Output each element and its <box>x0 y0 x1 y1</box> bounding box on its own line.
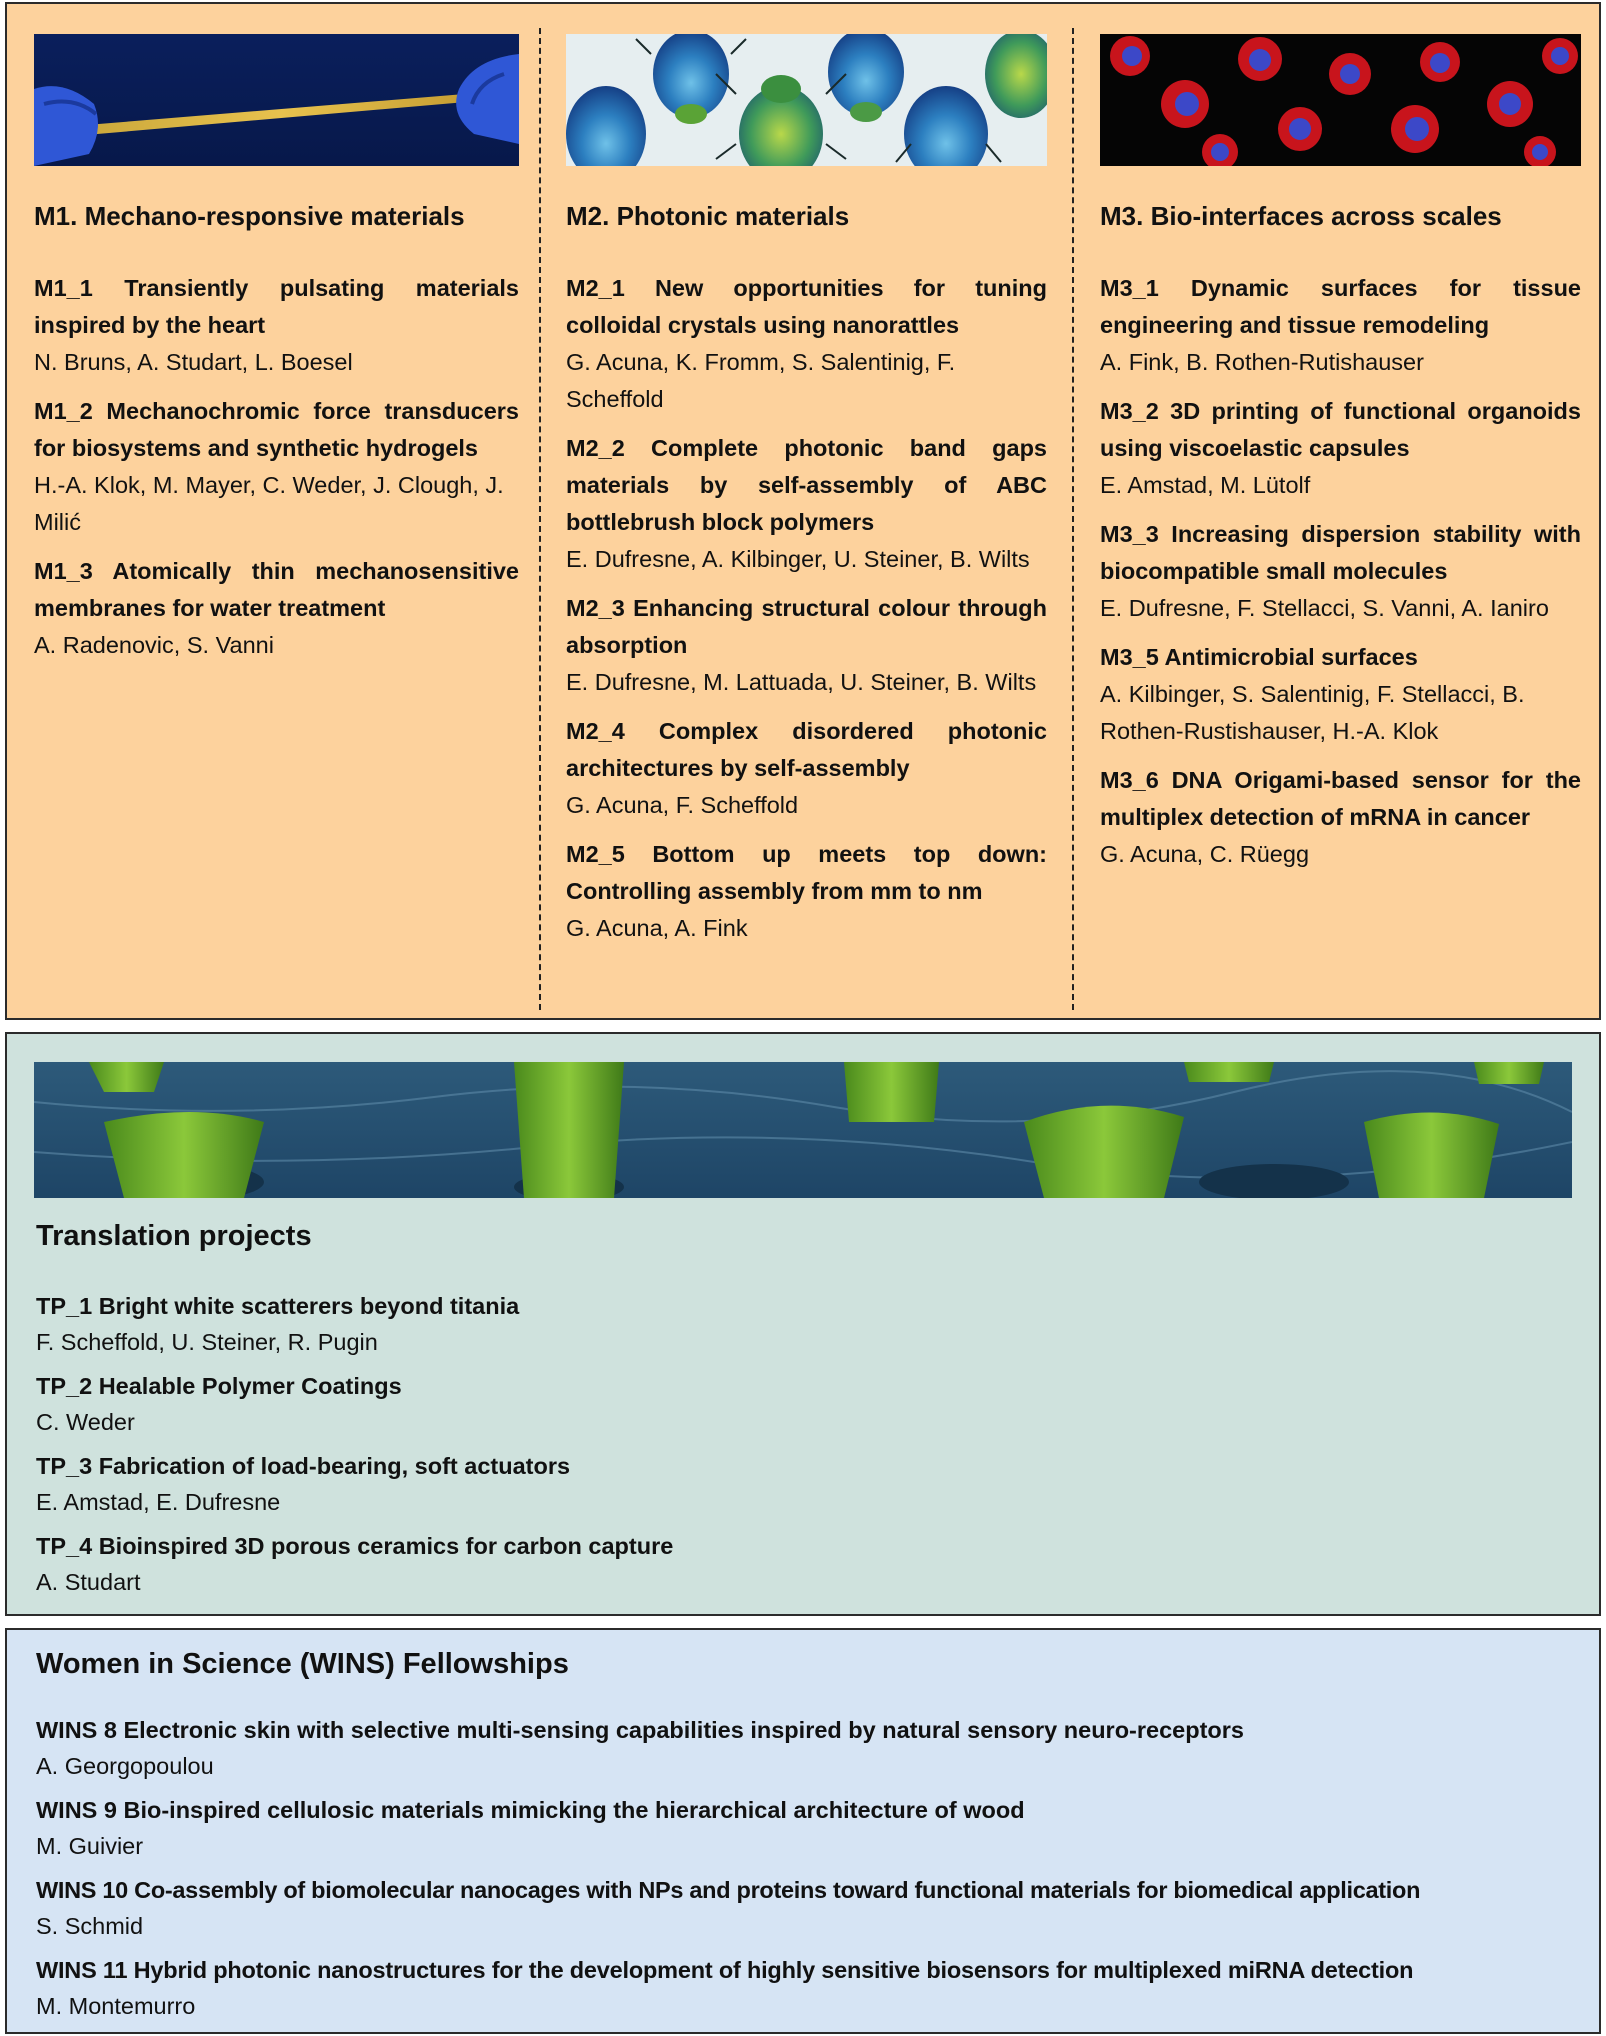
module-column-m1 <box>34 4 519 1018</box>
project-authors: A. Studart <box>36 1569 141 1595</box>
project-authors: M. Guivier <box>36 1833 144 1859</box>
project-item <box>34 270 519 381</box>
section-title: Women in Science (WINS) Fellowships <box>36 1648 569 1680</box>
module-column-m2 <box>566 4 1047 1018</box>
wins-panel <box>5 1628 1601 2034</box>
translation-panel <box>5 1032 1601 1616</box>
project-authors: A. Georgopoulou <box>36 1753 214 1779</box>
project-list <box>36 1288 1570 1608</box>
section-title: Translation projects <box>36 1220 312 1252</box>
project-title: TP_3 Fabrication of load-bearing, soft actuators <box>36 1453 571 1479</box>
project-item <box>1100 516 1581 627</box>
project-authors: G. Acuna, A. Fink <box>566 915 748 941</box>
project-item <box>36 1288 1570 1360</box>
project-title: M2_2 Complete photonic band gaps materials by self-assembly of ABC bottlebrush block polymers <box>566 435 1047 535</box>
modules-panel <box>5 2 1601 1020</box>
column-divider <box>539 28 541 1010</box>
project-item <box>34 393 519 541</box>
project-authors: E. Dufresne, M. Lattuada, U. Steiner, B. Wilts <box>566 669 1037 695</box>
project-item <box>566 713 1047 824</box>
project-authors: G. Acuna, F. Scheffold <box>566 792 799 818</box>
project-title: M1_2 Mechanochromic force transducers for biosystems and synthetic hydrogels <box>34 398 519 461</box>
project-authors: H.-A. Klok, M. Mayer, C. Weder, J. Clough, J. Milić <box>34 472 504 535</box>
project-item <box>34 553 519 664</box>
project-authors: M. Montemurro <box>36 1993 196 2019</box>
project-authors: G. Acuna, C. Rüegg <box>1100 841 1310 867</box>
project-title: M3_2 3D printing of functional organoids using viscoelastic capsules <box>1100 398 1581 461</box>
project-title: WINS 10 Co-assembly of biomolecular nanocages with NPs and proteins toward functional materials for biomedical application <box>36 1877 1421 1903</box>
project-authors: A. Fink, B. Rothen-Rutishauser <box>1100 349 1424 375</box>
project-title: WINS 8 Electronic skin with selective multi-sensing capabilities inspired by natural sensory neuro-receptors <box>36 1717 1244 1743</box>
stretched-fiber-photo <box>34 34 519 166</box>
project-item <box>36 1872 1579 1944</box>
project-list <box>1100 270 1581 885</box>
project-title: M1_1 Transiently pulsating materials inspired by the heart <box>34 275 519 338</box>
project-list <box>36 1712 1579 2032</box>
project-title: M3_1 Dynamic surfaces for tissue engineering and tissue remodeling <box>1100 275 1581 338</box>
project-list <box>566 270 1047 959</box>
project-item <box>1100 639 1581 750</box>
project-item <box>36 1368 1570 1440</box>
project-item <box>36 1792 1579 1864</box>
project-item <box>36 1448 1570 1520</box>
project-item <box>36 1528 1570 1600</box>
project-item <box>566 430 1047 578</box>
module-title: M3. Bio-interfaces across scales <box>1100 201 1502 231</box>
column-divider <box>1072 28 1074 1010</box>
project-item <box>566 590 1047 701</box>
project-title: M3_5 Antimicrobial surfaces <box>1100 644 1418 670</box>
project-authors: C. Weder <box>36 1409 135 1435</box>
project-title: M3_6 DNA Origami-based sensor for the multiplex detection of mRNA in cancer <box>1100 767 1581 830</box>
project-title: WINS 9 Bio-inspired cellulosic materials mimicking the hierarchical architecture of wood <box>36 1797 1025 1823</box>
project-authors: A. Radenovic, S. Vanni <box>34 632 274 658</box>
module-title: M1. Mechano-responsive materials <box>34 201 465 231</box>
project-authors: G. Acuna, K. Fromm, S. Salentinig, F. Scheffold <box>566 349 956 412</box>
project-title: M2_3 Enhancing structural colour through absorption <box>566 595 1047 658</box>
fluorescent-cells-photo <box>1100 34 1581 166</box>
project-title: M2_5 Bottom up meets top down: Controlling assembly from mm to nm <box>566 841 1047 904</box>
project-authors: E. Amstad, M. Lütolf <box>1100 472 1311 498</box>
project-authors: E. Dufresne, F. Stellacci, S. Vanni, A. Ianiro <box>1100 595 1549 621</box>
project-authors: N. Bruns, A. Studart, L. Boesel <box>34 349 353 375</box>
project-item <box>36 1712 1579 1784</box>
project-authors: E. Amstad, E. Dufresne <box>36 1489 281 1515</box>
project-item <box>1100 762 1581 873</box>
project-title: M1_3 Atomically thin mechanosensitive membranes for water treatment <box>34 558 519 621</box>
project-item <box>1100 393 1581 504</box>
green-micropillars-photo <box>34 1062 1572 1198</box>
project-item <box>1100 270 1581 381</box>
iridescent-beetles-photo <box>566 34 1047 166</box>
project-item <box>36 1952 1579 2024</box>
project-title: TP_1 Bright white scatterers beyond titania <box>36 1293 520 1319</box>
project-item <box>566 836 1047 947</box>
project-list <box>34 270 519 676</box>
project-title: WINS 11 Hybrid photonic nanostructures for the development of highly sensitive biosensors for multiplexed miRNA detection <box>36 1957 1414 1983</box>
project-title: TP_2 Healable Polymer Coatings <box>36 1373 402 1399</box>
project-authors: F. Scheffold, U. Steiner, R. Pugin <box>36 1329 378 1355</box>
module-column-m3 <box>1100 4 1581 1018</box>
project-authors: A. Kilbinger, S. Salentinig, F. Stellacci, B. Rothen-Rustishauser, H.-A. Klok <box>1100 681 1525 744</box>
project-title: TP_4 Bioinspired 3D porous ceramics for carbon capture <box>36 1533 674 1559</box>
module-title: M2. Photonic materials <box>566 201 850 231</box>
project-title: M3_3 Increasing dispersion stability with biocompatible small molecules <box>1100 521 1581 584</box>
project-item <box>566 270 1047 418</box>
project-title: M2_1 New opportunities for tuning colloidal crystals using nanorattles <box>566 275 1047 338</box>
project-authors: E. Dufresne, A. Kilbinger, U. Steiner, B. Wilts <box>566 546 1030 572</box>
project-title: M2_4 Complex disordered photonic architectures by self-assembly <box>566 718 1047 781</box>
project-authors: S. Schmid <box>36 1913 144 1939</box>
